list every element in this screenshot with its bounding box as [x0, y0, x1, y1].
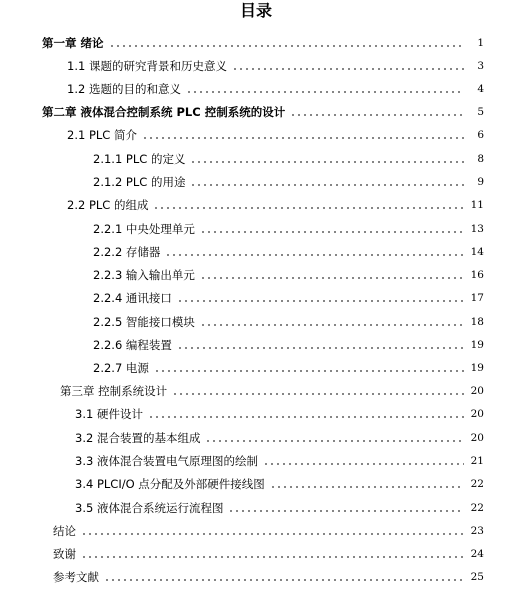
toc-entry-page: 5 [477, 106, 484, 118]
toc-entry-page: 21 [470, 455, 484, 467]
dot-leader [200, 324, 464, 326]
dot-leader [172, 393, 464, 395]
toc-entry-label: 2.2.5 智能接口模块 [93, 315, 195, 329]
dot-leader [200, 231, 464, 233]
toc-entry[interactable] [0, 564, 512, 584]
toc-entry-label: 3.4 PLCI/O 点分配及外部硬件接线图 [75, 477, 265, 491]
toc-entry-label: 2.2 PLC 的组成 [67, 198, 149, 212]
toc-entry-page: 1 [477, 37, 484, 49]
dot-leader [232, 68, 464, 70]
dot-leader [290, 114, 464, 116]
dot-leader [109, 45, 464, 47]
toc-entry[interactable] [0, 541, 512, 561]
toc-entry-label: 2.1 PLC 简介 [67, 128, 137, 142]
page-title: 目录 [239, 1, 272, 20]
toc-entry-label: 3.1 硬件设计 [75, 407, 143, 421]
dot-leader [263, 463, 464, 465]
toc-entry-label: 2.2.3 输入输出单元 [93, 268, 195, 282]
toc-entry-label: 第一章 绪论 [42, 36, 104, 50]
toc-entry-page: 9 [477, 176, 484, 188]
toc-entry-label: 第二章 液体混合控制系统 PLC 控制系统的设计 [42, 105, 286, 119]
toc-entry[interactable] [0, 285, 512, 305]
toc-entry-page: 20 [470, 432, 484, 444]
dot-leader [200, 277, 464, 279]
toc-entry-label: 3.2 混合装置的基本组成 [75, 431, 201, 445]
toc-entry[interactable] [0, 518, 512, 538]
dot-leader [142, 137, 464, 139]
toc-entry-page: 4 [477, 83, 484, 95]
toc-entry[interactable] [0, 448, 512, 468]
toc-entry-page: 22 [470, 478, 484, 490]
toc-entry-label: 结论 [53, 524, 76, 538]
toc-entry-page: 17 [470, 292, 484, 304]
toc-entry-page: 20 [470, 408, 484, 420]
toc-entry-label: 1.1 课题的研究背景和历史意义 [67, 59, 227, 73]
toc-entry-label: 2.2.1 中央处理单元 [93, 222, 195, 236]
dot-leader [104, 579, 464, 581]
toc-entry-page: 8 [477, 153, 484, 165]
toc-entry-label: 2.2.2 存储器 [93, 245, 161, 259]
dot-leader [153, 207, 464, 209]
toc-entry-page: 23 [470, 525, 484, 537]
dot-leader [228, 510, 464, 512]
toc-entry[interactable] [0, 309, 512, 329]
toc-entry[interactable] [0, 378, 512, 398]
toc-entry[interactable] [0, 355, 512, 375]
toc-entry[interactable] [0, 216, 512, 236]
toc-entry-page: 14 [470, 246, 484, 258]
toc-entry[interactable] [0, 30, 512, 50]
toc-entry-label: 3.5 液体混合系统运行流程图 [75, 501, 224, 515]
toc-entry[interactable] [0, 239, 512, 259]
toc-entry-page: 25 [470, 571, 484, 583]
toc-entry-label: 3.3 液体混合装置电气原理图的绘制 [75, 454, 258, 468]
toc-entry-page: 16 [470, 269, 484, 281]
toc-entry[interactable] [0, 332, 512, 352]
toc-entry-page: 18 [470, 316, 484, 328]
toc-entry-label: 2.2.7 电源 [93, 361, 149, 375]
toc-entry[interactable] [0, 471, 512, 491]
toc-entry[interactable] [0, 425, 512, 445]
dot-leader [148, 416, 464, 418]
toc-entry-page: 20 [470, 385, 484, 397]
dot-leader [81, 556, 464, 558]
toc-entry[interactable] [0, 192, 512, 212]
toc-entry-label: 参考文献 [53, 570, 99, 584]
toc-entry-page: 3 [477, 60, 484, 72]
toc-entry-page: 22 [470, 502, 484, 514]
toc-entry[interactable] [0, 99, 512, 119]
dot-leader [190, 161, 464, 163]
dot-leader [81, 533, 464, 535]
toc-entry-label: 致谢 [53, 547, 76, 561]
toc-entry-label: 2.1.1 PLC 的定义 [93, 152, 186, 166]
toc-entry-label: 2.1.2 PLC 的用途 [93, 175, 186, 189]
toc-entry[interactable] [0, 495, 512, 515]
dot-leader [190, 184, 464, 186]
dot-leader [177, 300, 464, 302]
toc-entry-page: 19 [470, 362, 484, 374]
toc-entry-page: 19 [470, 339, 484, 351]
toc-entry[interactable] [0, 262, 512, 282]
dot-leader [205, 440, 464, 442]
toc-entry-page: 6 [477, 129, 484, 141]
toc-entry[interactable] [0, 76, 512, 96]
toc-entry[interactable] [0, 122, 512, 142]
dot-leader [154, 370, 464, 372]
toc-entry-label: 2.2.6 编程装置 [93, 338, 172, 352]
toc-entry[interactable] [0, 146, 512, 166]
dot-leader [186, 91, 464, 93]
toc-entry-page: 24 [470, 548, 484, 560]
dot-leader [270, 486, 464, 488]
toc-entry-label: 第三章 控制系统设计 [60, 384, 168, 398]
toc-entry-page: 13 [470, 223, 484, 235]
toc-entry-label: 1.2 选题的目的和意义 [67, 82, 181, 96]
toc-entry[interactable] [0, 401, 512, 421]
toc-entry-page: 11 [470, 199, 484, 211]
dot-leader [165, 254, 464, 256]
toc-entry[interactable] [0, 169, 512, 189]
dot-leader [177, 347, 464, 349]
toc-entry-label: 2.2.4 通讯接口 [93, 291, 172, 305]
toc-entry[interactable] [0, 53, 512, 73]
